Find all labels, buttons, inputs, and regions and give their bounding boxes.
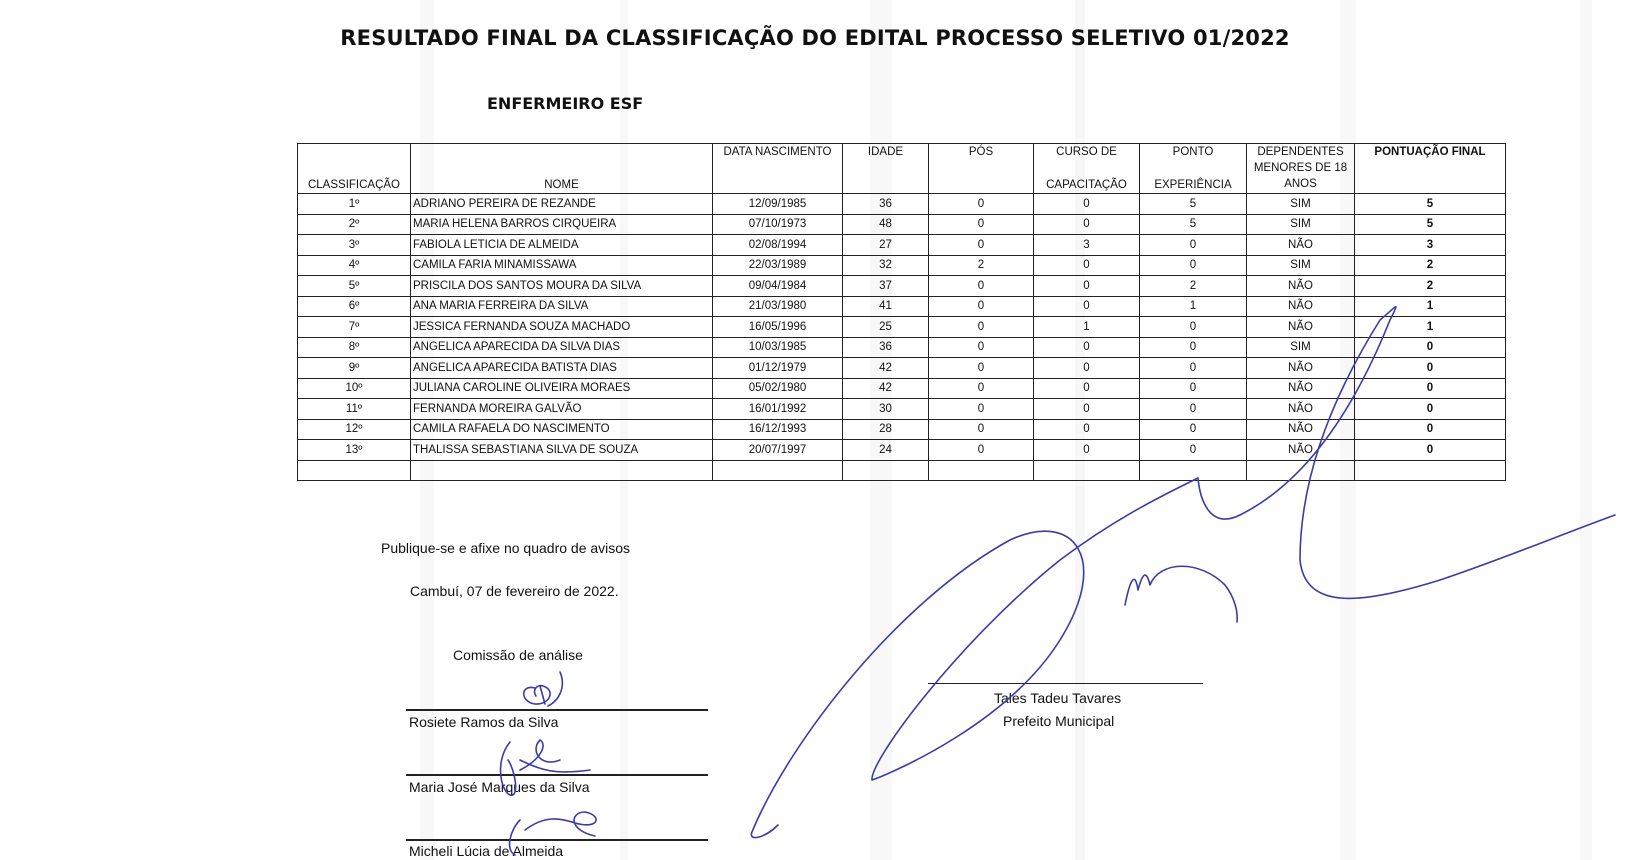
cell-dependentes: NÃO (1247, 440, 1355, 461)
cell-pontuacao-final: 2 (1355, 276, 1506, 297)
cell-pos: 0 (929, 419, 1034, 440)
cell-classificacao: 7º (298, 317, 411, 338)
cell-curso: 0 (1034, 337, 1140, 358)
cell-nome (411, 460, 713, 481)
cell-idade: 27 (843, 235, 929, 256)
signature-line (406, 774, 708, 776)
cell-classificacao: 6º (298, 296, 411, 317)
cell-experiencia: 0 (1140, 378, 1247, 399)
publish-note: Publique-se e afixe no quadro de avisos (381, 540, 631, 556)
cell-dependentes: SIM (1247, 337, 1355, 358)
mayor-name: Tales Tadeu Tavares (994, 690, 1122, 706)
cell-nome: CAMILA FARIA MINAMISSAWA (411, 255, 713, 276)
cell-data-nascimento: 01/12/1979 (713, 358, 843, 379)
cell-dependentes: NÃO (1247, 419, 1355, 440)
cell-classificacao: 10º (298, 378, 411, 399)
mayor-title: Prefeito Municipal (1003, 713, 1115, 729)
header-nome: NOME (411, 144, 713, 194)
cell-idade: 32 (843, 255, 929, 276)
cell-curso: 0 (1034, 194, 1140, 215)
document-title: RESULTADO FINAL DA CLASSIFICAÇÃO DO EDITAL PROCESSO SELETIVO 01/2022 (340, 26, 1290, 50)
cell-nome: JESSICA FERNANDA SOUZA MACHADO (411, 317, 713, 338)
table-header-row (298, 144, 1506, 194)
cell-pos: 0 (929, 235, 1034, 256)
cell-curso: 1 (1034, 317, 1140, 338)
cell-experiencia: 2 (1140, 276, 1247, 297)
cell-dependentes: NÃO (1247, 276, 1355, 297)
table-row (298, 235, 1506, 256)
cell-data-nascimento: 20/07/1997 (713, 440, 843, 461)
signature-line (406, 839, 708, 841)
cell-pontuacao-final: 3 (1355, 235, 1506, 256)
cell-pos: 0 (929, 317, 1034, 338)
committee-member-name: Rosiete Ramos da Silva (409, 714, 559, 730)
cell-data-nascimento: 16/01/1992 (713, 399, 843, 420)
cell-idade (843, 460, 929, 481)
cell-curso: 3 (1034, 235, 1140, 256)
header-pos: PÓS (929, 144, 1034, 194)
cell-nome: ANGELICA APARECIDA BATISTA DIAS (411, 358, 713, 379)
cell-pontuacao-final: 0 (1355, 399, 1506, 420)
table-row (298, 378, 1506, 399)
cell-idade: 36 (843, 194, 929, 215)
cell-dependentes: NÃO (1247, 317, 1355, 338)
cell-data-nascimento: 07/10/1973 (713, 214, 843, 235)
cell-nome: MARIA HELENA BARROS CIRQUEIRA (411, 214, 713, 235)
header-curso-line2: CAPACITAÇÃO (1046, 179, 1127, 191)
table-row (298, 276, 1506, 297)
header-experiencia-line1: PONTO (1172, 146, 1214, 158)
table-row (298, 194, 1506, 215)
cell-idade: 42 (843, 358, 929, 379)
cell-nome: PRISCILA DOS SANTOS MOURA DA SILVA (411, 276, 713, 297)
cell-dependentes: NÃO (1247, 378, 1355, 399)
cell-idade: 42 (843, 378, 929, 399)
table-row (298, 440, 1506, 461)
cell-pontuacao-final: 5 (1355, 214, 1506, 235)
cell-dependentes: SIM (1247, 214, 1355, 235)
cell-curso: 0 (1034, 276, 1140, 297)
cell-pos (929, 460, 1034, 481)
cell-dependentes (1247, 460, 1355, 481)
cell-dependentes: NÃO (1247, 235, 1355, 256)
cell-data-nascimento: 12/09/1985 (713, 194, 843, 215)
cell-curso: 0 (1034, 440, 1140, 461)
cell-pontuacao-final: 5 (1355, 194, 1506, 215)
cell-classificacao (298, 460, 411, 481)
cell-idade: 25 (843, 317, 929, 338)
cell-pontuacao-final: 1 (1355, 296, 1506, 317)
cell-experiencia: 0 (1140, 440, 1247, 461)
cell-curso: 0 (1034, 214, 1140, 235)
cell-data-nascimento: 16/05/1996 (713, 317, 843, 338)
cell-classificacao: 2º (298, 214, 411, 235)
cell-curso: 0 (1034, 255, 1140, 276)
table-row (298, 399, 1506, 420)
cell-curso: 0 (1034, 378, 1140, 399)
table-body (298, 194, 1506, 481)
cell-experiencia: 0 (1140, 337, 1247, 358)
cell-classificacao: 8º (298, 337, 411, 358)
cell-curso (1034, 460, 1140, 481)
header-curso (1034, 144, 1140, 194)
cell-idade: 30 (843, 399, 929, 420)
cell-nome: JULIANA CAROLINE OLIVEIRA MORAES (411, 378, 713, 399)
cell-pos: 0 (929, 337, 1034, 358)
cell-dependentes: SIM (1247, 194, 1355, 215)
table-row (298, 317, 1506, 338)
cell-experiencia: 0 (1140, 419, 1247, 440)
cell-classificacao: 4º (298, 255, 411, 276)
cell-idade: 48 (843, 214, 929, 235)
cell-experiencia: 0 (1140, 255, 1247, 276)
table-row (298, 214, 1506, 235)
cell-pos: 2 (929, 255, 1034, 276)
table-row (298, 419, 1506, 440)
cell-classificacao: 1º (298, 194, 411, 215)
cell-nome: ANGELICA APARECIDA DA SILVA DIAS (411, 337, 713, 358)
cell-classificacao: 9º (298, 358, 411, 379)
header-dependentes-line3: ANOS (1284, 178, 1317, 190)
mayor-signature-scribble (1125, 566, 1237, 622)
cell-dependentes: SIM (1247, 255, 1355, 276)
committee-signature-1 (524, 672, 563, 706)
cell-data-nascimento: 05/02/1980 (713, 378, 843, 399)
mayor-signature-line (928, 683, 1203, 684)
table-row (298, 337, 1506, 358)
cell-experiencia: 0 (1140, 317, 1247, 338)
cell-pos: 0 (929, 276, 1034, 297)
cell-experiencia (1140, 460, 1247, 481)
cell-experiencia: 0 (1140, 399, 1247, 420)
cell-nome: FERNANDA MOREIRA GALVÃO (411, 399, 713, 420)
position-title: ENFERMEIRO ESF (487, 94, 644, 113)
table-row (298, 358, 1506, 379)
cell-curso: 0 (1034, 419, 1140, 440)
header-idade: IDADE (843, 144, 929, 194)
table-row (298, 296, 1506, 317)
place-date: Cambuí, 07 de fevereiro de 2022. (410, 583, 619, 599)
committee-member-name: Micheli Lúcia de Almeida (409, 843, 564, 859)
cell-pontuacao-final: 0 (1355, 440, 1506, 461)
cell-curso: 0 (1034, 358, 1140, 379)
cell-pos: 0 (929, 358, 1034, 379)
cell-idade: 28 (843, 419, 929, 440)
cell-data-nascimento: 10/03/1985 (713, 337, 843, 358)
cell-pontuacao-final: 0 (1355, 358, 1506, 379)
table-row (298, 255, 1506, 276)
header-dependentes-line2: MENORES DE 18 (1253, 162, 1348, 174)
cell-classificacao: 11º (298, 399, 411, 420)
cell-experiencia: 1 (1140, 296, 1247, 317)
cell-idade: 41 (843, 296, 929, 317)
header-experiencia (1140, 144, 1247, 194)
cell-pontuacao-final: 2 (1355, 255, 1506, 276)
cell-experiencia: 0 (1140, 235, 1247, 256)
cell-curso: 0 (1034, 296, 1140, 317)
cell-idade: 24 (843, 440, 929, 461)
cell-idade: 37 (843, 276, 929, 297)
cell-pos: 0 (929, 296, 1034, 317)
cell-curso: 0 (1034, 399, 1140, 420)
header-curso-line1: CURSO DE (1056, 146, 1117, 158)
results-table (297, 143, 1506, 481)
cell-pos: 0 (929, 399, 1034, 420)
cell-pontuacao-final: 0 (1355, 419, 1506, 440)
cell-nome: FABIOLA LETICIA DE ALMEIDA (411, 235, 713, 256)
cell-experiencia: 5 (1140, 214, 1247, 235)
signature-line (406, 709, 708, 711)
cell-classificacao: 3º (298, 235, 411, 256)
cell-experiencia: 0 (1140, 358, 1247, 379)
committee-member-name: Maria José Marques da Silva (409, 779, 590, 795)
cell-nome: CAMILA RAFAELA DO NASCIMENTO (411, 419, 713, 440)
scan-streak (1580, 0, 1592, 860)
header-experiencia-line2: EXPERIÊNCIA (1154, 179, 1232, 191)
header-data-nascimento: DATA NASCIMENTO (713, 144, 843, 194)
header-dependentes (1247, 144, 1355, 194)
header-dependentes-line1: DEPENDENTES (1257, 146, 1344, 158)
header-pontuacao-final: PONTUAÇÃO FINAL (1355, 144, 1506, 194)
cell-nome: ADRIANO PEREIRA DE REZANDE (411, 194, 713, 215)
cell-data-nascimento: 02/08/1994 (713, 235, 843, 256)
table-row (298, 460, 1506, 481)
cell-nome: ANA MARIA FERREIRA DA SILVA (411, 296, 713, 317)
cell-pos: 0 (929, 440, 1034, 461)
cell-pontuacao-final: 1 (1355, 317, 1506, 338)
cell-classificacao: 5º (298, 276, 411, 297)
cell-data-nascimento (713, 460, 843, 481)
cell-dependentes: NÃO (1247, 399, 1355, 420)
cell-data-nascimento: 09/04/1984 (713, 276, 843, 297)
cell-pontuacao-final (1355, 460, 1506, 481)
cell-pontuacao-final: 0 (1355, 378, 1506, 399)
cell-data-nascimento: 16/12/1993 (713, 419, 843, 440)
cell-data-nascimento: 21/03/1980 (713, 296, 843, 317)
cell-pos: 0 (929, 214, 1034, 235)
cell-idade: 36 (843, 337, 929, 358)
cell-classificacao: 13º (298, 440, 411, 461)
cell-experiencia: 5 (1140, 194, 1247, 215)
cell-pos: 0 (929, 378, 1034, 399)
header-classificacao: CLASSIFICAÇÃO (298, 144, 411, 194)
cell-nome: THALISSA SEBASTIANA SILVA DE SOUZA (411, 440, 713, 461)
cell-pos: 0 (929, 194, 1034, 215)
cell-dependentes: NÃO (1247, 358, 1355, 379)
cell-data-nascimento: 22/03/1989 (713, 255, 843, 276)
committee-label: Comissão de análise (453, 647, 583, 663)
cell-classificacao: 12º (298, 419, 411, 440)
cell-dependentes: NÃO (1247, 296, 1355, 317)
cell-pontuacao-final: 0 (1355, 337, 1506, 358)
